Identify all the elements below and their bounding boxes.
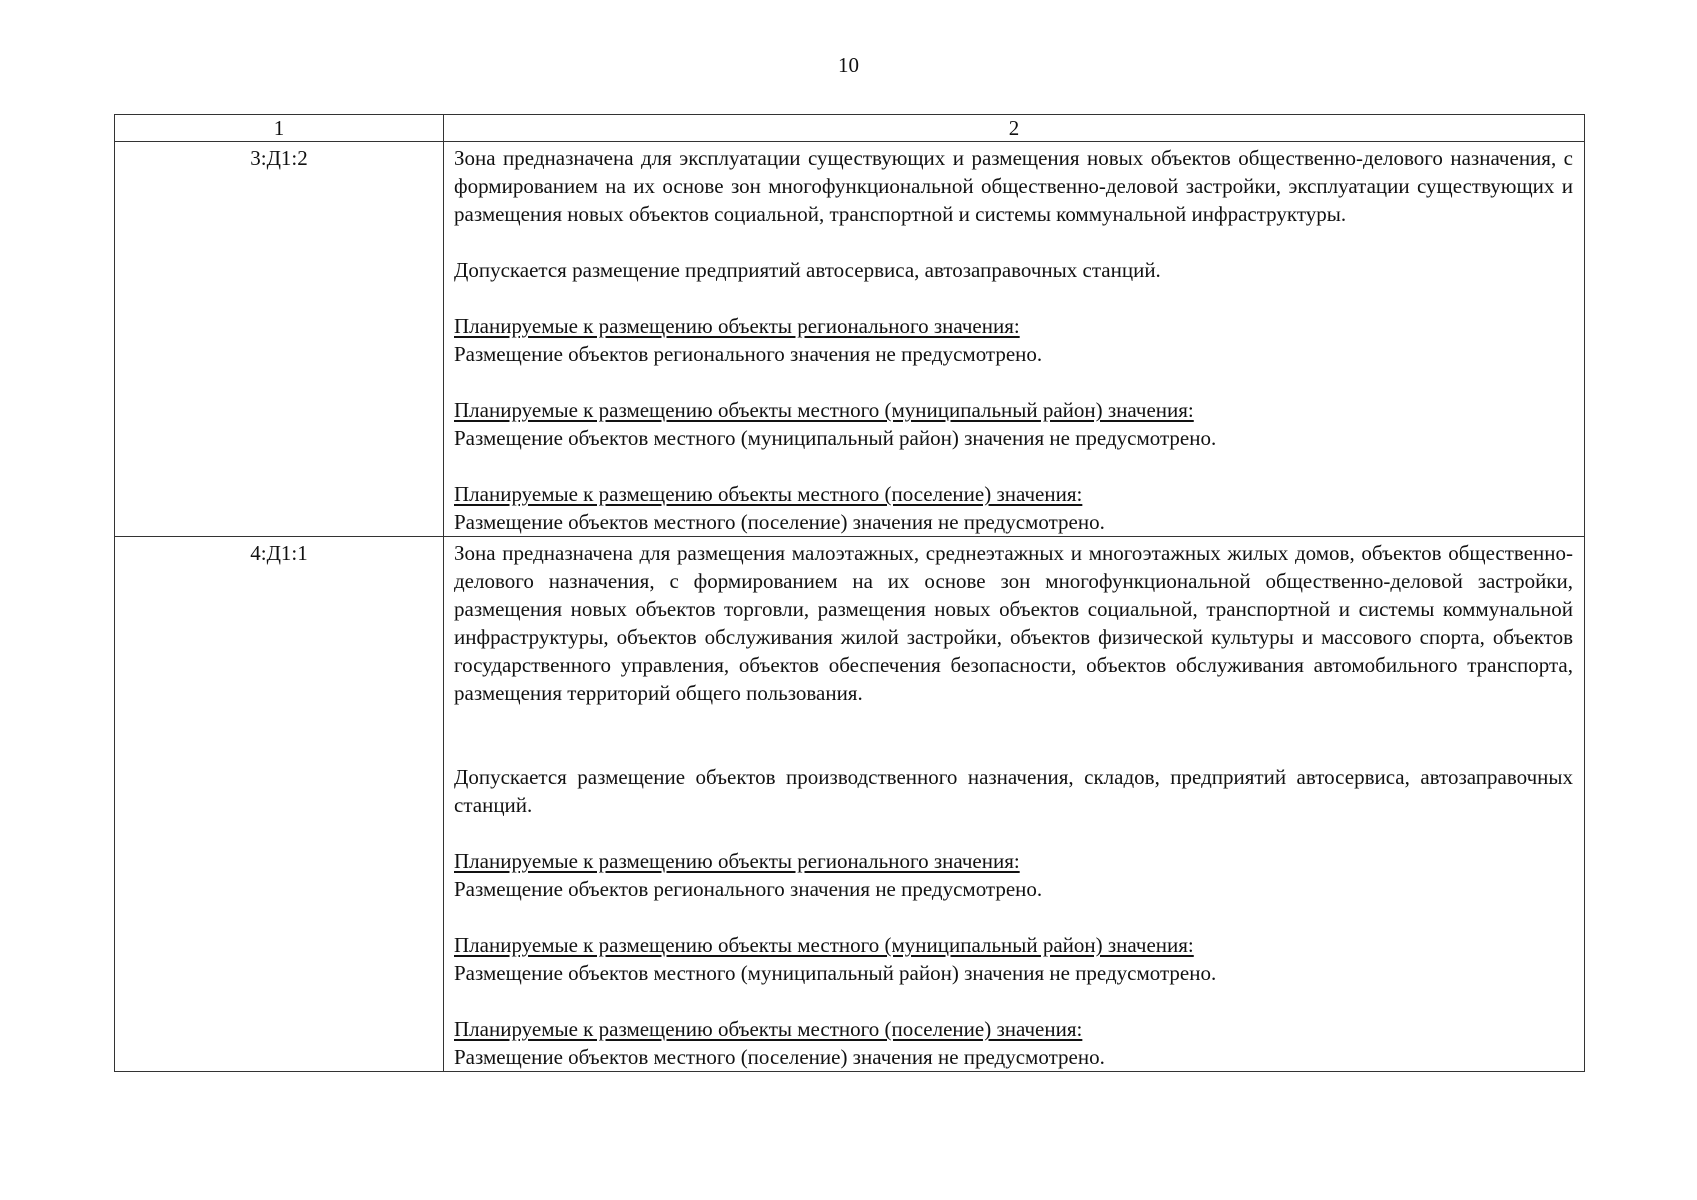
table-row [115, 537, 1585, 1072]
district-objects-heading: Планируемые к размещению объекты местного (муниципальный район) значения: [454, 398, 1194, 422]
zone-description [444, 142, 1585, 537]
zone-allowed-uses: Допускается размещение объектов производственного назначения, складов, предприятий автосервиса, автозаправочных станций. [454, 765, 1573, 817]
settlement-objects-heading: Планируемые к размещению объекты местного (поселение) значения: [454, 1017, 1083, 1041]
regional-objects-text: Размещение объектов регионального значения не предусмотрено. [454, 877, 1043, 901]
column-header-2: 2 [444, 115, 1585, 142]
zones-table [114, 114, 1585, 1072]
district-objects-text: Размещение объектов местного (муниципальный район) значения не предусмотрено. [454, 426, 1217, 450]
zone-code: 3:Д1:2 [115, 142, 444, 537]
zone-code: 4:Д1:1 [115, 537, 444, 1072]
regional-objects-text: Размещение объектов регионального значения не предусмотрено. [454, 342, 1043, 366]
district-objects-text: Размещение объектов местного (муниципальный район) значения не предусмотрено. [454, 961, 1217, 985]
zone-purpose: Зона предназначена для размещения малоэтажных, среднеэтажных и многоэтажных жилых домов, объектов общественно-делового назначения, с формированием на их основе зон многофункциональной общественно-деловой застройки, размещения новых объектов торговли, размещения новых объектов социальной, транспортной и системы коммунальной инфраструктуры, объектов обслуживания жилой застройки, объектов физической культуры и массового спорта, объектов государственного управления, объектов обеспечения безопасности, объектов обслуживания автомобильного транспорта, размещения территорий общего пользования. [454, 541, 1573, 705]
zone-description [444, 537, 1585, 1072]
zone-allowed-uses: Допускается размещение предприятий автосервиса, автозаправочных станций. [454, 258, 1161, 282]
district-objects-heading: Планируемые к размещению объекты местного (муниципальный район) значения: [454, 933, 1194, 957]
settlement-objects-heading: Планируемые к размещению объекты местного (поселение) значения: [454, 482, 1083, 506]
table-row [115, 142, 1585, 537]
regional-objects-heading: Планируемые к размещению объекты регионального значения: [454, 849, 1020, 873]
page-number: 10 [838, 53, 859, 77]
settlement-objects-text: Размещение объектов местного (поселение) значения не предусмотрено. [454, 1045, 1105, 1069]
column-header-1: 1 [115, 115, 444, 142]
zone-purpose: Зона предназначена для эксплуатации существующих и размещения новых объектов общественно-делового назначения, с формированием на их основе зон многофункциональной общественно-деловой застройки, эксплуатации существующих и размещения новых объектов социальной, транспортной и системы коммунальной инфраструктуры. [454, 146, 1573, 226]
regional-objects-heading: Планируемые к размещению объекты регионального значения: [454, 314, 1020, 338]
table-header-row [115, 115, 1585, 142]
settlement-objects-text: Размещение объектов местного (поселение) значения не предусмотрено. [454, 510, 1105, 534]
